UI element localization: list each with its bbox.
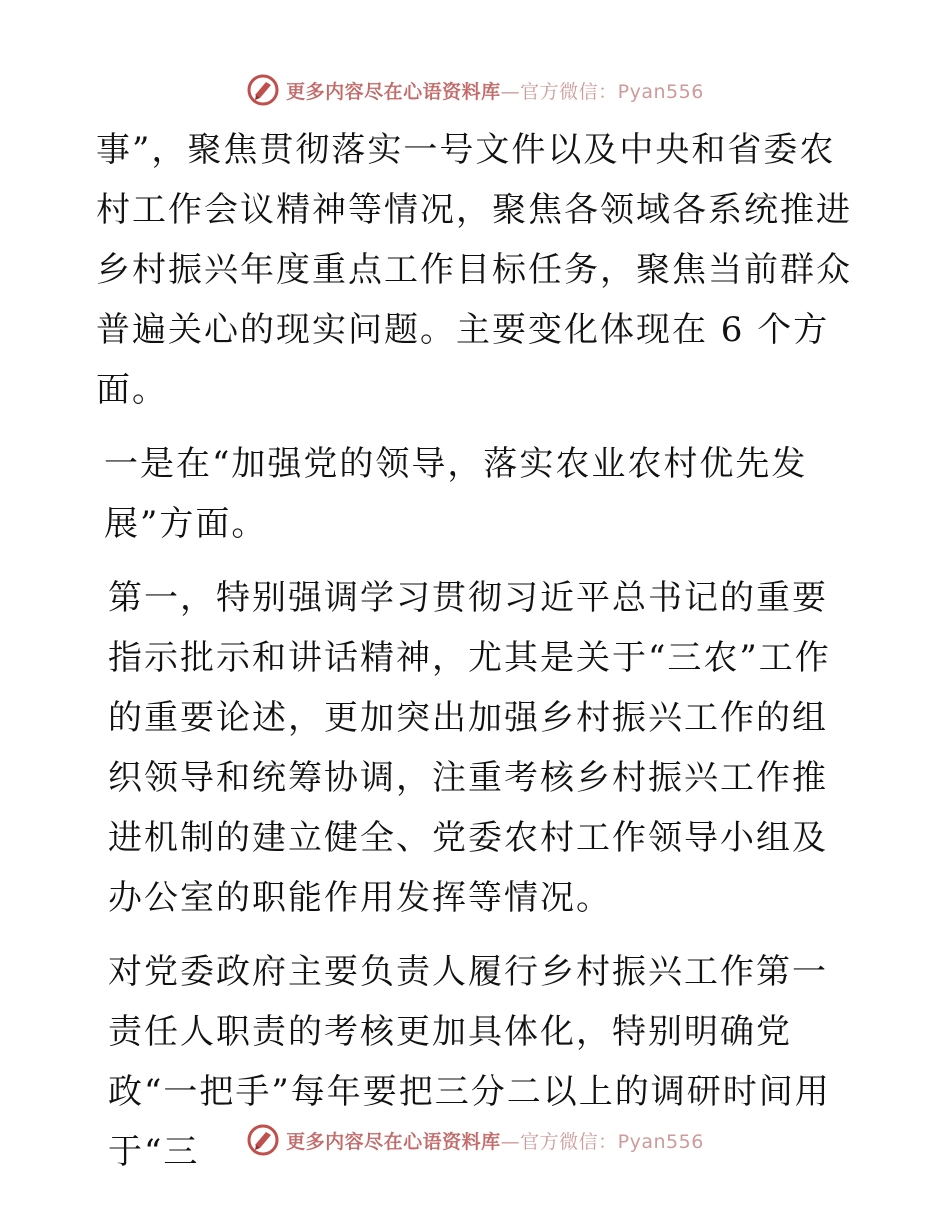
watermark-contact: —官方微信：Pyan556 [500, 1130, 704, 1153]
paragraph-1: 事”，聚焦贯彻落实一号文件以及中央和省委农村工作会议精神等情况，聚焦各领域各系统推进乡村振兴年度重点工作目标任务，聚焦当前群众普遍关心的现实问题。主要变化体现在 6 个方面。 [96, 130, 852, 410]
footer-watermark [0, 1120, 950, 1160]
header-watermark [0, 70, 950, 110]
document-body [96, 120, 856, 1182]
paragraph-4: 对党委政府主要负责人履行乡村振兴工作第一责任人职责的考核更加具体化，特别明确党政“一把手”每年要把三分二以上的调研时间用于“三 [108, 952, 831, 1172]
watermark-text [286, 77, 704, 104]
brand-logo-icon [246, 73, 280, 107]
watermark-text [286, 1127, 704, 1154]
watermark-brand: 更多内容尽在心语资料库 [286, 1130, 501, 1153]
brand-logo-icon [246, 1123, 280, 1157]
paragraph-3: 第一，特别强调学习贯彻习近平总书记的重要指示批示和讲话精神，尤其是关于“三农”工作的重要论述，更加突出加强乡村振兴工作的组织领导和统筹协调，注重考核乡村振兴工作推进机制的建立健全、党委农村工作领导小组及办公室的职能作用发挥等情况。 [108, 578, 831, 918]
watermark-brand: 更多内容尽在心语资料库 [286, 80, 501, 103]
watermark-contact: —官方微信：Pyan556 [500, 80, 704, 103]
paragraph-2: 一是在“加强党的领导，落实农业农村优先发展”方面。 [104, 444, 808, 544]
